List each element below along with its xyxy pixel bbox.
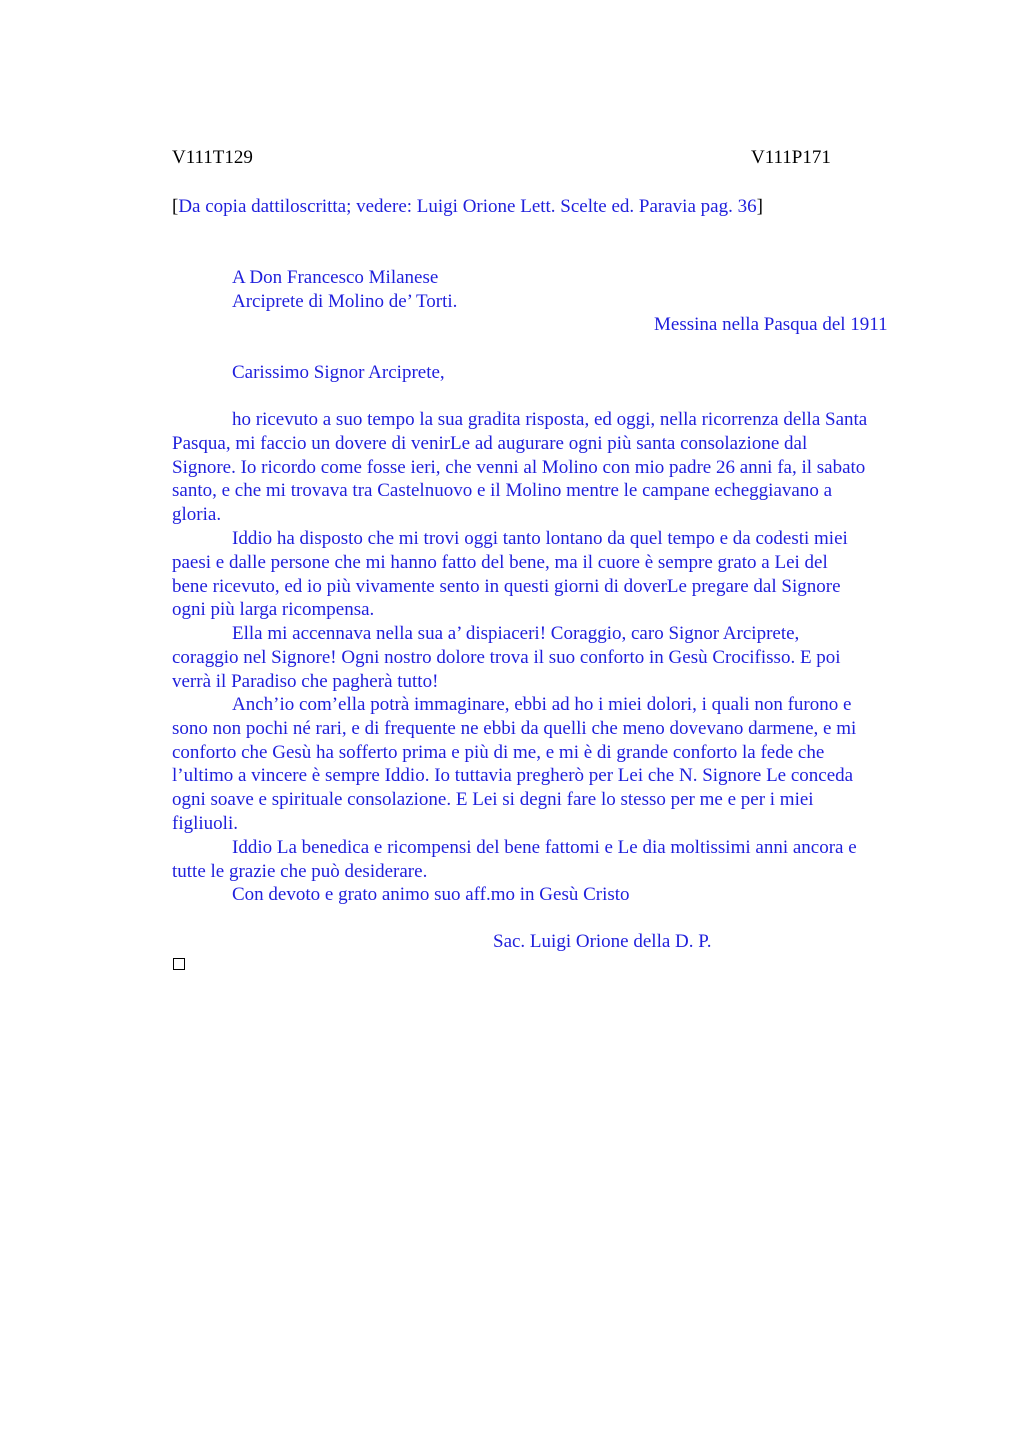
paragraph-line: Ella mi accennava nella sua a’ dispiaceri! Coraggio, caro Signor Arciprete, [232, 623, 800, 644]
letter-paragraph [172, 836, 932, 884]
closing-line [172, 883, 932, 907]
signature: Sac. Luigi Orione della D. P. [493, 931, 712, 952]
paragraph-line: conforto che Gesù ha sofferto prima e più di me, e mi è di grande conforto la fede che [172, 741, 825, 763]
paragraph-line: coraggio nel Signore! Ogni nostro dolore trova il suo conforto in Gesù Crocifisso. E poi [172, 646, 841, 668]
paragraph-line: gloria. [172, 504, 222, 526]
letter-paragraph [172, 408, 932, 527]
source-note-open-bracket: [ [172, 196, 179, 217]
letter-paragraph [172, 693, 932, 836]
document-code-right: V111P171 [751, 147, 831, 168]
source-note-close-bracket: ] [756, 196, 763, 217]
paragraph-line: Con devoto e grato animo suo aff.mo in Gesù Cristo [232, 884, 630, 905]
paragraph-line: ho ricevuto a suo tempo la sua gradita risposta, ed oggi, nella ricorrenza della Santa [232, 409, 868, 430]
paragraph-line: l’ultimo a vincere è sempre Iddio. Io tuttavia pregherò per Lei che N. Signore Le conceda [172, 765, 854, 787]
place-date: Messina nella Pasqua del 1911 [654, 314, 888, 335]
document-code-left: V111T129 [172, 147, 253, 168]
paragraph-line: Anch’io com’ella potrà immaginare, ebbi ad ho i miei dolori, i quali non furono e [232, 694, 852, 715]
paragraph-line: paesi e dalle persone che mi hanno fatto del bene, ma il cuore è sempre grato a Lei del [172, 551, 828, 573]
paragraph-line: Signore. Io ricordo come fosse ieri, che venni al Molino con mio padre 26 anni fa, il sabato [172, 456, 866, 478]
paragraph-line: Iddio ha disposto che mi trovi oggi tanto lontano da quel tempo e da codesti miei [232, 528, 848, 549]
paragraph-line: Iddio La benedica e ricompensi del bene fattomi e Le dia moltissimi anni ancora e [232, 837, 857, 858]
source-note-text: Da copia dattiloscritta; vedere: Luigi Orione Lett. Scelte ed. Paravia pag. 36 [178, 196, 757, 217]
end-mark-box [173, 958, 185, 970]
paragraph-line: verrà il Paradiso che pagherà tutto! [172, 670, 439, 692]
letter-paragraph [172, 622, 932, 693]
paragraph-line: sono non pochi né rari, e di frequente ne ebbi da quelli che meno dovevano darmene, e mi [172, 717, 857, 739]
salutation: Carissimo Signor Arciprete, [232, 362, 445, 383]
paragraph-line: santo, e che mi trovava tra Castelnuovo e il Molino mentre le campane echeggiavano a [172, 480, 833, 502]
source-note [172, 196, 763, 218]
paragraph-line: bene ricevuto, ed io più vivamente sento in questi giorni di doverLe pregare dal Signore [172, 575, 841, 597]
paragraph-line: tutte le grazie che può desiderare. [172, 860, 428, 882]
addressee-name: A Don Francesco Milanese [232, 267, 439, 288]
paragraph-line: Pasqua, mi faccio un dovere di venirLe ad augurare ogni più santa consolazione dal [172, 432, 808, 454]
paragraph-line: ogni soave e spirituale consolazione. E Lei si degni fare lo stesso per me e per i miei [172, 789, 814, 811]
addressee-title: Arciprete di Molino de’ Torti. [232, 291, 458, 312]
paragraph-line: figliuoli. [172, 812, 238, 834]
letter-paragraph [172, 527, 932, 622]
paragraph-line: ogni più larga ricompensa. [172, 599, 375, 621]
